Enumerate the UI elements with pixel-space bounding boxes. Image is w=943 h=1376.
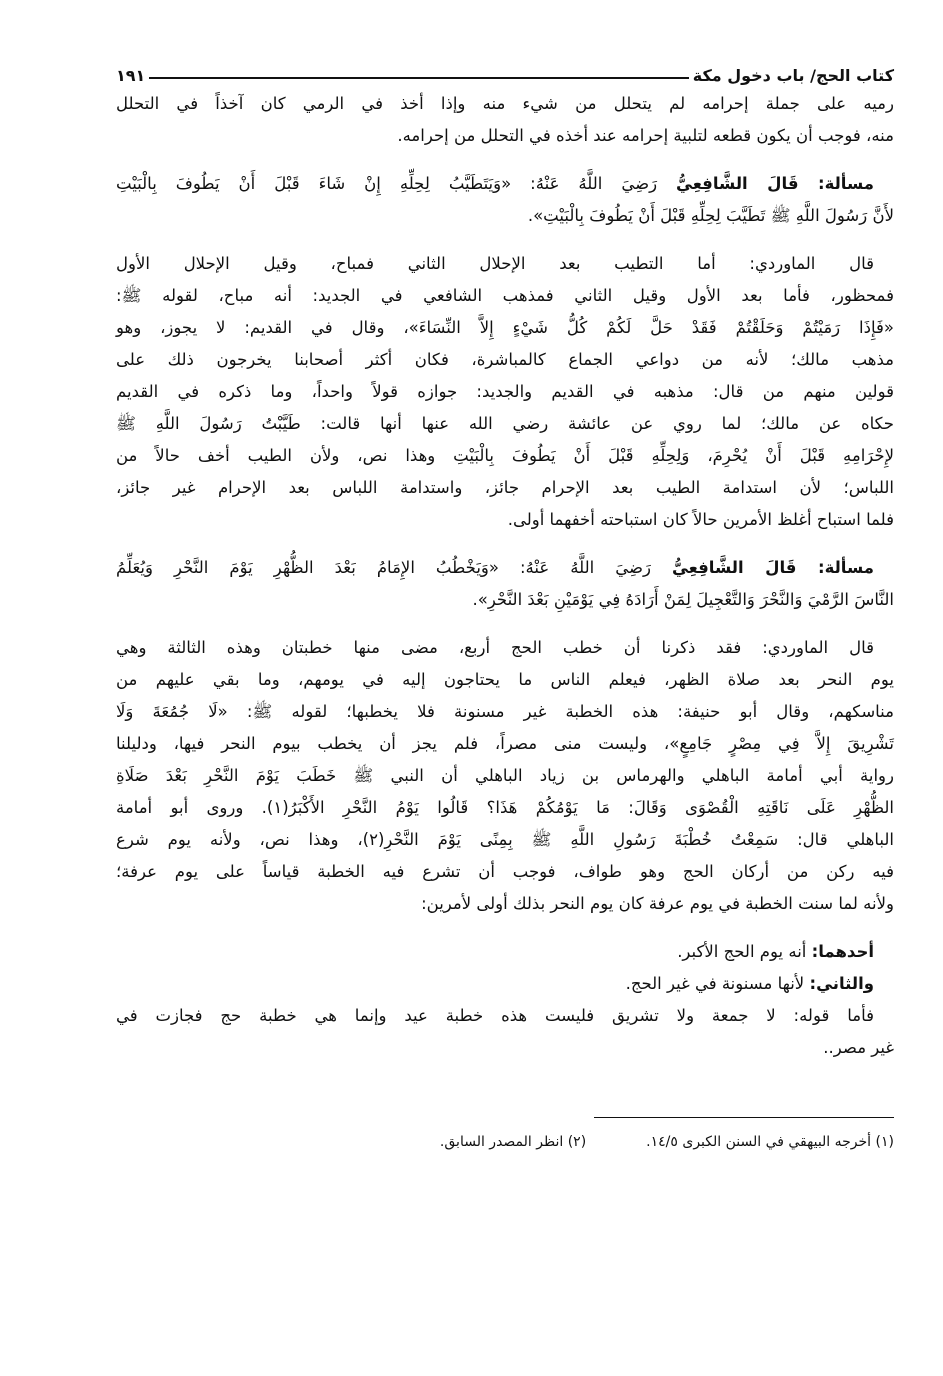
line-text: منه، فوجب أن يكون قطعه لتلبية إحرامه عند أخذه في التحلل من إحرامه. [397, 126, 894, 145]
line-text: قال الماوردي: فقد ذكرنا أن خطب الحج أربع، مضى منها خطبتان وهذه الثالثة وهي [116, 638, 874, 657]
text-line [116, 88, 894, 120]
line-text: لأَنَّ رَسُولَ اللَّهِ ﷺ تَطَيَّبَ لِحِلِّهِ قَبْلَ أَنْ يَطُوفَ بِالْبَيْتِ». [527, 206, 894, 225]
text-line [116, 344, 894, 376]
text-line [116, 936, 894, 968]
text-line [116, 1000, 894, 1032]
line-text: الظُّهْرِ عَلَى نَاقَتِهِ الْقُصْوَى وَقَالَ: مَا يَوْمُكُمْ هَذَا؟ قَالُوا يَوْمُ النَّحْرِ الأَكْبَرُ(١). وروى أبو أمامة [116, 798, 894, 817]
text-line [116, 696, 894, 728]
text-line [116, 888, 894, 920]
line-text: النَّاسَ الرَّمْيَ وَالنَّحْرَ وَالتَّعْجِيلَ لِمَنْ أَرَادَهُ فِي يَوْمَيْنِ بَعْدَ النَّحْرِ». [472, 590, 894, 609]
bold-lead: مسألة: قَالَ الشَّافِعِيُّ [671, 558, 874, 577]
text-line [116, 200, 894, 232]
text-line [116, 1032, 894, 1064]
line-text: الباهلي قال: سَمِعْتُ خُطْبَةَ رَسُولِ اللَّهِ ﷺ بِمِنًى يَوْمَ النَّحْرِ(٢)، وهذا نص، ولأنه يوم شرع [116, 830, 894, 849]
footnote-1: (١) أخرجه البيهقي في السنن الكبرى ١٤/٥. [646, 1134, 894, 1150]
bold-lead: أحدهما: [811, 942, 874, 961]
bold-lead: مسألة: قَالَ الشَّافِعِيُّ [676, 174, 874, 193]
footnote-2: (٢) انظر المصدر السابق. [439, 1134, 587, 1150]
text-line [116, 376, 894, 408]
text-line [116, 728, 894, 760]
text-line [116, 968, 894, 1000]
line-text: رَضِيَ اللَّهُ عَنْهُ: «وَيَخْطُبُ الإِمَامُ بَعْدَ الظُّهْرِ يَوْمَ النَّحْرِ وَيُعَلِّمُ [116, 558, 672, 577]
text-line [116, 472, 894, 504]
chapter-title: كتاب الحج/ باب دخول مكة [692, 65, 894, 85]
line-text: فأما قوله: لا جمعة ولا تشريق فليست هذه خطبة عيد وإنما هي خطبة حج فجازت في [116, 1006, 874, 1025]
text-line [116, 792, 894, 824]
text-line [116, 280, 894, 312]
text-line [116, 664, 894, 696]
line-text: قولين منهم من قال: مذهبه في القديم والجديد: جوازه قولاً واحداً، وما ذكره في القديم [116, 382, 894, 401]
running-header [116, 62, 894, 88]
line-text: فمحظور، فأما بعد الأول وقيل الثاني فمذهب الشافعي في الجديد: أنه مباح، لقوله ﷺ: [116, 286, 894, 305]
line-text: رميه على جملة إحرامه لم يتحلل من شيء منه وإذا أخذ في الرمي كان آخذاً في التحلل [116, 94, 894, 113]
line-text: غير مصر.. [823, 1038, 894, 1057]
line-text: لأنها مسنونة في غير الحج. [625, 974, 810, 993]
line-text: يوم النحر بعد صلاة الظهر، فيعلم الناس ما يحتاجون إليه في يومهم، وما بقي عليهم من [116, 670, 894, 689]
line-text: حكاه عن مالك؛ لما روي عن عائشة رضي الله عنها أنها قالت: طَيَّبْتُ رَسُولَ اللَّهِ ﷺ [116, 414, 894, 433]
text-line [116, 760, 894, 792]
footnote-separator [594, 1117, 894, 1118]
text-line [116, 632, 894, 664]
line-text: مناسكهم، وقال أبو حنيفة: هذه الخطبة غير مسنونة فلا يخطبها؛ لقوله ﷺ: «لَا جُمُعَةَ وَلَا [116, 702, 894, 721]
text-line [116, 504, 894, 536]
line-text: أنه يوم الحج الأكبر. [677, 942, 812, 961]
header-rule [149, 77, 688, 79]
line-text: رواية أبي أمامة الباهلي والهرماس بن زياد الباهلي أن النبي ﷺ خَطَبَ يَوْمَ النَّحْرِ بَعْدَ صَلَاةِ [116, 766, 894, 785]
page-number: ١٩١ [116, 65, 146, 85]
bold-lead: والثاني: [809, 974, 874, 993]
line-text: مذهب مالك؛ لأنه من دواعي الجماع كالمباشرة، فكان أكثر أصحابنا يخرجون ذلك على [116, 350, 894, 369]
line-text: رَضِيَ اللَّهُ عَنْهُ: «وَيَتَطَيَّبُ لِحِلِّهِ إِنْ شَاءَ قَبْلَ أَنْ يَطُوفَ بِالْبَيْتِ [116, 174, 677, 193]
line-text: فيه ركن من أركان الحج وهو طواف، فوجب أن تشرع فيه الخطبة قياساً على يوم عرفة؛ [116, 862, 894, 881]
line-text: لإِحْرَامِهِ قَبْلَ أَنْ يُحْرِمَ، وَلِحِلِّهِ قَبْلَ أَنْ يَطُوفَ بِالْبَيْتِ وهذا نص، ولأن الطيب أخف حالاً من [116, 446, 894, 465]
text-line [116, 856, 894, 888]
text-line [116, 168, 894, 200]
line-text: ولأنه لما سنت الخطبة في يوم عرفة كان يوم النحر بذلك أولى لأمرين: [421, 894, 894, 913]
text-line [116, 584, 894, 616]
text-line [116, 120, 894, 152]
page-body [116, 88, 894, 1064]
text-line [116, 824, 894, 856]
footnotes [116, 1134, 894, 1150]
text-line [116, 312, 894, 344]
line-text: تَشْرِيقَ إِلاَّ فِي مِصْرٍ جَامِعٍ»، وليست منى مصراً، فلم يجز أن يخطب بيوم النحر فيها، ودليلنا [116, 734, 894, 753]
text-line [116, 440, 894, 472]
line-text: فلما استباح أغلظ الأمرين حالاً كان استباحته أخفهما أولى. [507, 510, 894, 529]
line-text: «فَإِذَا رَمَيْتُمْ وَحَلَقْتُمْ فَقَدْ حَلَّ لَكُمْ كُلُّ شَيْءٍ إِلاَّ النِّسَاءَ»، وقال في القديم: لا يجوز، وهو [116, 318, 894, 337]
line-text: قال الماوردي: أما التطيب بعد الإحلال الثاني فمباح، وقيل الإحلال الأول [116, 254, 874, 273]
text-line [116, 408, 894, 440]
text-line [116, 248, 894, 280]
line-text: اللباس؛ لأن استدامة الطيب بعد الإحرام جائز، واستدامة اللباس بعد الإحرام غير جائز، [116, 478, 894, 497]
text-line [116, 552, 894, 584]
